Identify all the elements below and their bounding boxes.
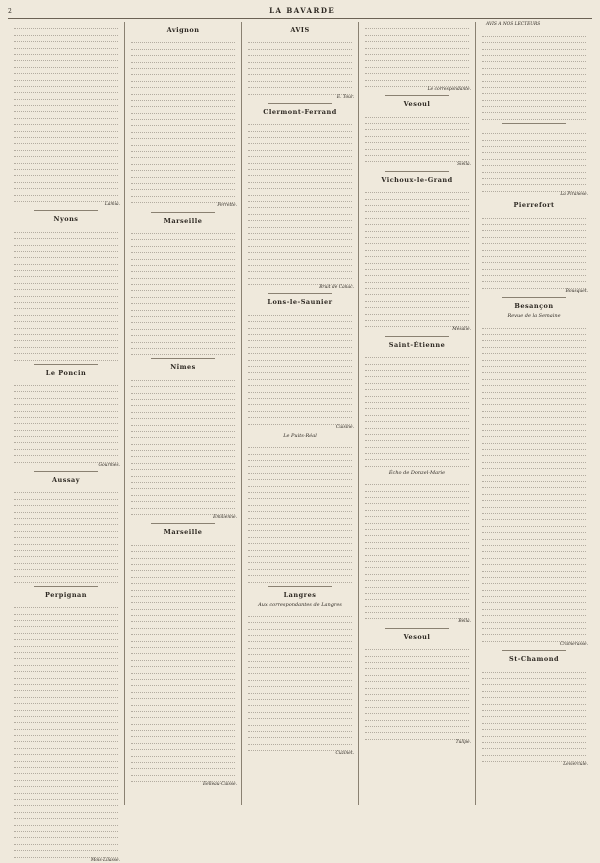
signature: Bruit de Canac. xyxy=(319,285,354,291)
article-text-block xyxy=(363,110,471,162)
page-number: 2 xyxy=(8,8,13,15)
column-5 xyxy=(476,22,592,805)
article-text-block xyxy=(129,538,237,782)
newspaper-title: LA BAVARDE xyxy=(269,6,336,15)
divider xyxy=(268,586,333,587)
article-text-block xyxy=(12,225,120,360)
signature: Bella. xyxy=(458,619,471,625)
article-text-block xyxy=(12,601,120,858)
signature: Le correspondante. xyxy=(427,86,471,92)
divider xyxy=(34,364,99,365)
notice-heading: AVIS A NOS LECTEURS xyxy=(486,22,541,27)
divider xyxy=(34,210,99,211)
section-heading: St-Chamond xyxy=(509,655,559,664)
article-text-block xyxy=(480,321,588,642)
divider xyxy=(34,471,99,472)
column-3 xyxy=(242,22,359,805)
section-heading: Nyons xyxy=(53,215,79,224)
column-4 xyxy=(359,22,476,805)
section-heading: Nîmes xyxy=(170,363,196,372)
signature: Mois-Lilasse. xyxy=(90,857,120,863)
section-heading: Aussay xyxy=(51,476,81,485)
divider xyxy=(268,103,333,104)
article-text-block xyxy=(246,118,354,285)
divider xyxy=(385,171,450,172)
article-text-block xyxy=(480,211,588,289)
article-text-block xyxy=(12,486,120,583)
column-2 xyxy=(125,22,242,805)
article-text-block xyxy=(129,227,237,356)
section-heading: Lons-le-Saunier xyxy=(267,298,333,307)
section-heading: Marseille xyxy=(163,528,203,537)
section-heading: Le Poncin xyxy=(45,368,87,377)
article-text-block xyxy=(363,478,471,620)
divider xyxy=(502,650,567,651)
section-heading: Perpignan xyxy=(45,590,87,599)
section-heading: Saint-Étienne xyxy=(388,340,446,349)
section-heading: Marseille xyxy=(163,216,203,225)
divider xyxy=(502,297,567,298)
article-text-block xyxy=(363,643,471,740)
signature: Tulipe. xyxy=(455,739,471,745)
signature: Emilienne. xyxy=(213,514,237,520)
masthead xyxy=(8,6,592,19)
divider xyxy=(268,293,333,294)
article-text-block xyxy=(129,373,237,515)
divider xyxy=(385,336,450,337)
signature: La Piranese. xyxy=(560,191,588,197)
section-subheading: Revue de la Semaine xyxy=(507,313,561,320)
article-text-block xyxy=(363,351,471,467)
section-subheading: Écho de Donzel-Marie xyxy=(388,469,446,476)
article-text-block xyxy=(363,186,471,328)
divider xyxy=(151,358,216,359)
article-text-block xyxy=(12,22,120,202)
divider xyxy=(151,523,216,524)
article-text-block xyxy=(246,308,354,424)
article-text-block xyxy=(246,36,354,95)
signature: Cuisine. xyxy=(335,424,354,430)
signature: Eelleau-Caisse. xyxy=(202,782,237,788)
section-heading: Besançon xyxy=(514,302,554,311)
signature: Perrette. xyxy=(217,203,237,209)
section-heading: Clermont-Ferrand xyxy=(263,107,337,116)
divider xyxy=(385,628,450,629)
article-text-block xyxy=(480,29,588,119)
article-text-block xyxy=(12,379,120,463)
section-heading: AVIS xyxy=(290,26,310,34)
section-subheading: Aux correspondantes de Langres xyxy=(258,601,342,608)
column-1 xyxy=(8,22,125,863)
signature: Bousquet. xyxy=(565,288,588,294)
section-heading: Pierrefort xyxy=(513,201,555,210)
article-text-block xyxy=(480,127,588,192)
divider xyxy=(151,212,216,213)
article-text-block xyxy=(246,441,354,583)
signature: Mésalie. xyxy=(452,327,471,333)
article-text-block xyxy=(480,665,588,762)
signature: Gourmes. xyxy=(98,462,120,468)
signature: Lamia. xyxy=(104,201,120,207)
section-heading: Vesoul xyxy=(403,632,431,641)
signature: Cramerasse. xyxy=(559,641,588,647)
columns xyxy=(8,22,592,863)
divider xyxy=(385,95,450,96)
divider xyxy=(34,586,99,587)
signature: E. Tour. xyxy=(336,94,354,100)
signature: Siella. xyxy=(457,162,471,168)
section-heading: Vesoul xyxy=(403,100,431,109)
divider xyxy=(502,123,567,124)
section-heading: Avignon xyxy=(166,26,200,34)
signature: Cuzinet. xyxy=(335,751,354,757)
section-subheading: Le Puits-Réal xyxy=(283,432,317,439)
section-heading: Langres xyxy=(283,590,317,599)
article-text-block xyxy=(129,36,237,203)
article-text-block xyxy=(363,22,471,87)
article-text-block xyxy=(246,610,354,752)
section-heading: Vichoux-le-Grand xyxy=(381,175,453,184)
signature: Leviercule. xyxy=(563,762,588,768)
